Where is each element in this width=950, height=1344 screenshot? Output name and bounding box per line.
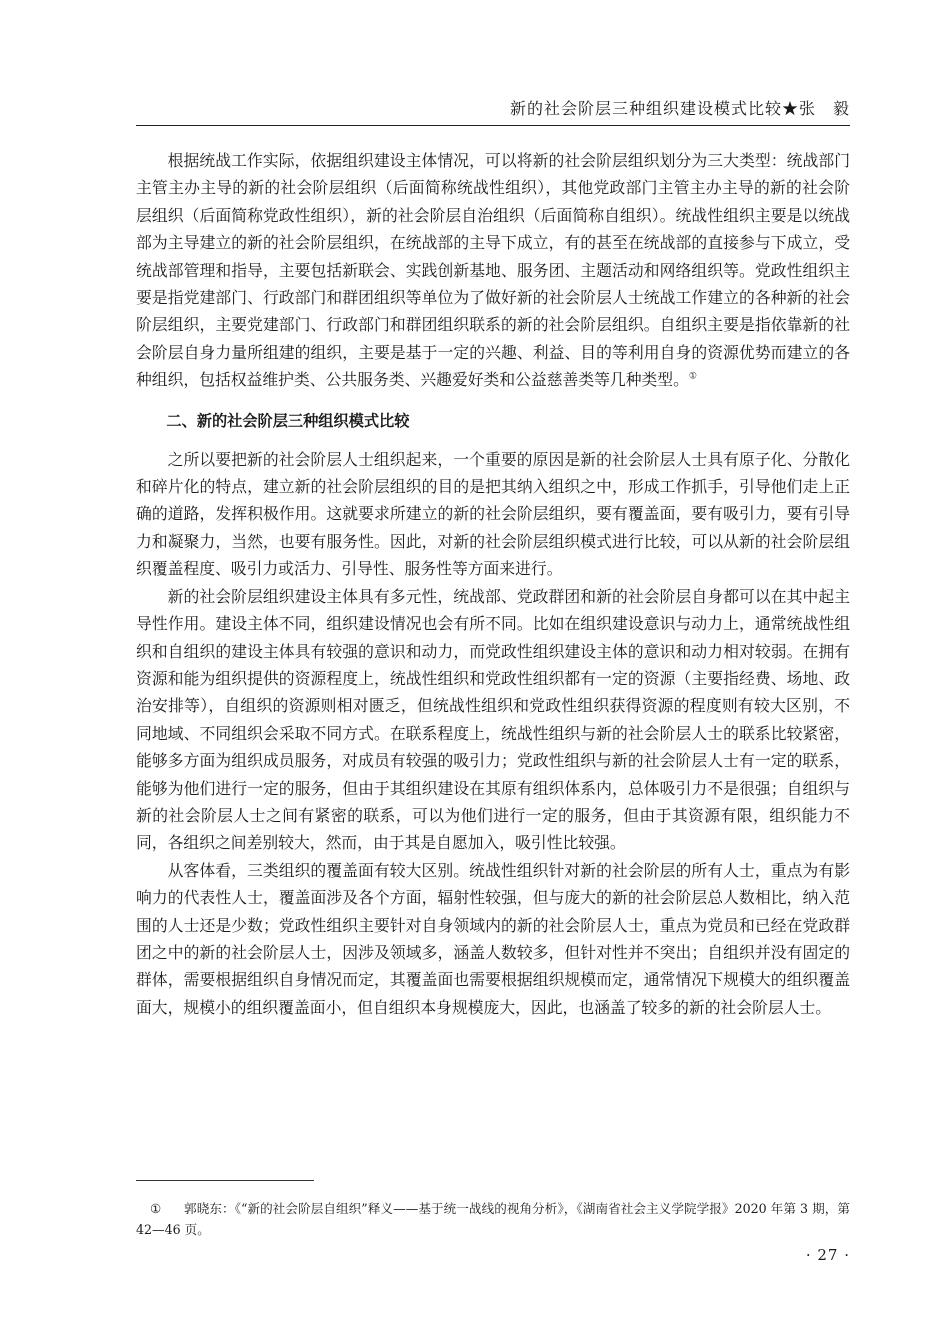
paragraph-3: 新的社会阶层组织建设主体具有多元性，统战部、党政群团和新的社会阶层自身都可以在其中起主导性作用。建设主体不同，组织建设情况也会有所不同。比如在组织建设意识与动力上，通常统战性组织和自组织的建设主体具有较强的意识和动力，而党政性组织建设主体的意识和动力相对较弱。在拥有资源和能为组织提供的资源程度上，统战性组织和党政性组织都有一定的资源（主要指经费、场地、政治安排等），自组织的资源则相对匮乏，但统战性组织和党政性组织获得资源的程度则有较大区别，不同地域、不同组织会采取不同方式。在联系程度上，统战性组织与新的社会阶层人士的联系比较紧密，能够多方面为组织成员服务，对成员有较强的吸引力；党政性组织与新的社会阶层人士有一定的联系，能够为他们进行一定的服务，但由于其组织建设在其原有组织体系内，总体吸引力不是很强；自组织与新的社会阶层人士之间有紧密的联系，可以为他们进行一定的服务，但由于其资源有限，组织能力不同，各组织之间差别较大，然而，由于其是自愿加入，吸引性比较强。: [136, 586, 850, 853]
running-head: 新的社会阶层三种组织建设模式比较★张 毅: [509, 99, 850, 118]
footnote: [136, 1198, 850, 1240]
paragraph-4: 从客体看，三类组织的覆盖面有较大区别。统战性组织针对新的社会阶层的所有人士，重点为有影响力的代表性人士，覆盖面涉及各个方面，辐射性较强，但与庞大的新的社会阶层总人数相比，纳入范围的人士还是少数；党政性组织主要针对自身领域内的新的社会阶层人士，重点为党员和已经在党政群团之中的新的社会阶层人士，因涉及领域多，涵盖人数较多，但针对性并不突出；自组织并没有固定的群体，需要根据组织自身情况而定，其覆盖面也需要根据组织规模而定，通常情况下规模大的组织覆盖面大，规模小的组织覆盖面小，但自组织本身规模庞大，因此，也涵盖了较多的新的社会阶层人士。: [136, 860, 850, 1017]
footnote-ref[interactable]: ①: [688, 371, 697, 382]
footnote-text: 郭晓东：《“新的社会阶层自组织”释义——基于统一战线的视角分析》，《湖南省社会主义学院学报》2020 年第 3 期，第 42—46 页。: [136, 1201, 850, 1237]
footnote-rule: [136, 1180, 314, 1181]
footnote-mark: ①: [150, 1201, 162, 1216]
header-rule: [136, 125, 850, 126]
paragraph-1: [136, 147, 850, 394]
section-heading: 二、新的社会阶层三种组织模式比较: [166, 411, 410, 430]
paragraph-1-text: 根据统战工作实际，依据组织建设主体情况，可以将新的社会阶层组织划分为三大类型：统战部门主管主办主导的新的社会阶层组织（后面简称统战性组织），其他党政部门主管主办主导的新的社会阶层组织（后面简称党政性组织），新的社会阶层自治组织（后面简称自组织）。统战性组织主要是以统战部为主导建立的新的社会阶层组织，在统战部的主导下成立，有的甚至在统战部的直接参与下成立，受统战部管理和指导，主要包括新联会、实践创新基地、服务团、主题活动和网络组织等。党政性组织主要是指党建部门、行政部门和群团组织等单位为了做好新的社会阶层人士统战工作建立的各种新的社会阶层组织，主要党建部门、行政部门和群团组织联系的新的社会阶层组织。自组织主要是指依靠新的社会阶层自身力量所组建的组织，主要是基于一定的兴趣、利益、目的等利用自身的资源优势而建立的各种组织，包括权益维护类、公共服务类、兴趣爱好类和公益慈善类等几种类型。: [136, 151, 850, 390]
paragraph-2: 之所以要把新的社会阶层人士组织起来，一个重要的原因是新的社会阶层人士具有原子化、分散化和碎片化的特点，建立新的社会阶层组织的目的是把其纳入组织之中，形成工作抓手，引导他们走上正确的道路，发挥积极作用。这就要求所建立的新的社会阶层组织，要有覆盖面，要有吸引力，要有引导力和凝聚力，当然，也要有服务性。因此，对新的社会阶层组织模式进行比较，可以从新的社会阶层组织覆盖程度、吸引力或活力、引导性、服务性等方面来进行。: [136, 449, 850, 579]
article-body: [136, 147, 850, 1021]
page-number: · 27 ·: [805, 1246, 850, 1264]
